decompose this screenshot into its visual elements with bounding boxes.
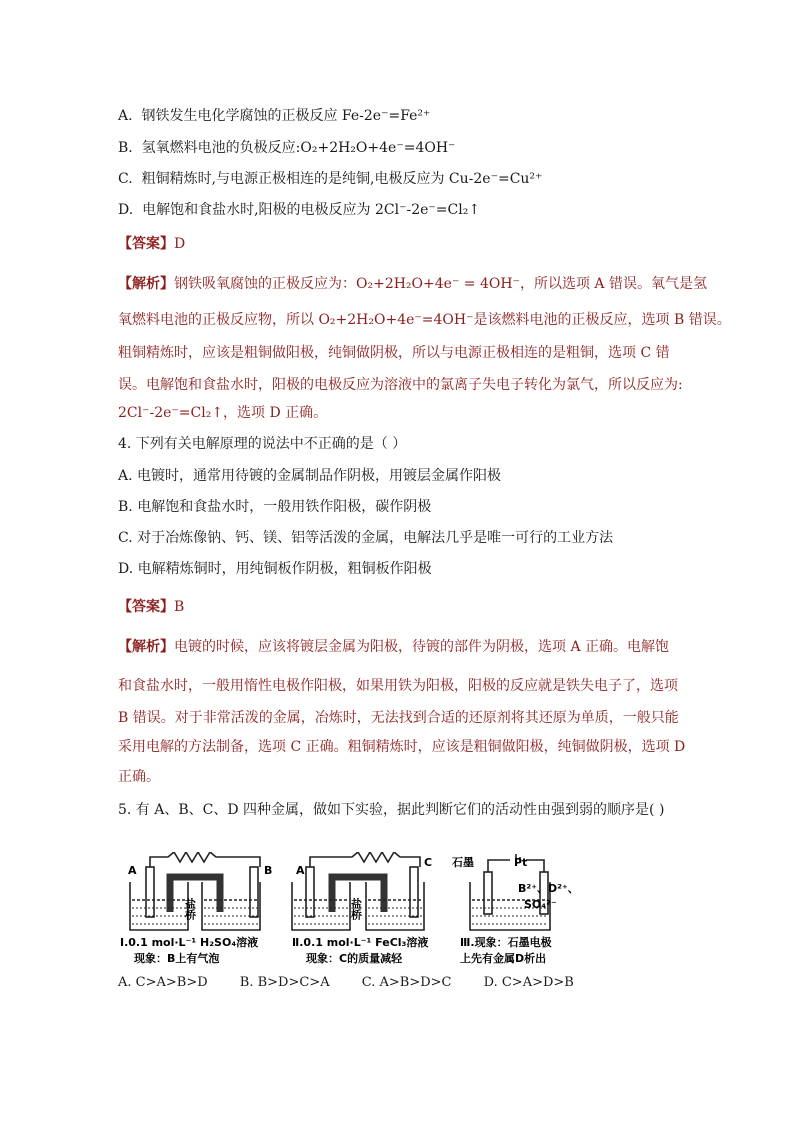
fig1-left-electrode: A (128, 864, 137, 877)
q3-analysis-line: 氧燃料电池的正极反应物，所以 O₂+2H₂O+4e⁻=4OH⁻是该燃料电池的正极反应，选项 B 错误。 (118, 312, 731, 328)
q4-analysis-line: 【解析】电镀的时候，应该将镀层金属为阳极，待镀的部件为阴极，选项 A 正确。电解饱 (118, 639, 670, 655)
fig3-left-electrode: 石墨 (452, 856, 474, 869)
q4-answer: 【答案】B (118, 599, 185, 615)
fig3-caption2: 上先有金属D析出 (460, 952, 547, 965)
fig2-left-electrode: A (296, 864, 305, 877)
fig2-right-electrode: C (424, 856, 433, 869)
experiment-figures (120, 852, 590, 970)
q3-option-c: C. 粗铜精炼时,与电源正极相连的是纯铜,电极反应为 Cu-2e⁻=Cu²⁺ (118, 171, 543, 187)
q4-option-c: C. 对于冶炼像钠、钙、镁、铝等活泼的金属，电解法几乎是唯一可行的工业方法 (118, 530, 614, 546)
fig3-right-electrode: Pt (514, 856, 528, 869)
fig1-caption2: 现象：B上有气泡 (134, 952, 220, 965)
q5-option-d: D. C>A>D>B (483, 975, 574, 990)
fig1-caption1: Ⅰ.0.1 mol·L⁻¹ H₂SO₄溶液 (120, 936, 259, 949)
q3-option-d: D. 电解饱和食盐水时,阳极的电极反应为 2Cl⁻-2e⁻=Cl₂↑ (118, 202, 481, 218)
q4-analysis-line: 采用电解的方法制备，选项 C 正确。粗铜精炼时，应该是粗铜做阳极，纯铜做阴极，选项 D (118, 739, 686, 755)
q4-option-b: B. 电解饱和食盐水时，一般用铁作阳极，碳作阴极 (118, 499, 432, 515)
q3-analysis-line: 粗铜精炼时，应该是粗铜做阳极，纯铜做阴极，所以与电源正极相连的是粗铜，选项 C 错 (118, 345, 670, 361)
q5-option-b: B. B>D>C>A (239, 975, 330, 990)
q5-options (118, 975, 602, 990)
q5-stem: 5. 有 A、B、C、D 四种金属，做如下实验，据此判断它们的活动性由强到弱的顺序是( ) (118, 802, 665, 818)
q3-answer: 【答案】D (118, 236, 186, 252)
q4-stem: 4. 下列有关电解原理的说法中不正确的是（ ） (118, 436, 407, 452)
fig3-ions2: SO₄²⁻ (524, 898, 557, 911)
q4-analysis-line: 和食盐水时，一般用惰性电极作阳极，如果用铁为阳极，阳极的反应就是铁失电子了，选项 (118, 678, 678, 694)
q4-analysis-line: 正确。 (118, 769, 160, 785)
q4-option-a: A. 电镀时，通常用待镀的金属制品作阴极，用镀层金属作阳极 (118, 468, 502, 484)
fig3-caption1: Ⅲ.现象：石墨电极 (460, 936, 552, 949)
q5-option-c: C. A>B>D>C (361, 975, 452, 990)
fig1-bridge: 盐桥 (183, 898, 197, 920)
q3-option-b: B. 氢氧燃料电池的负极反应:O₂+2H₂O+4e⁻=4OH⁻ (118, 140, 456, 156)
fig1-right-electrode: B (264, 864, 273, 877)
fig2-bridge: 盐桥 (349, 898, 363, 920)
q3-analysis-line: 误。电解饱和食盐水时，阳极的电极反应为溶液中的氯离子失电子转化为氯气，所以反应为: (118, 377, 683, 393)
q3-analysis-line: 【解析】钢铁吸氧腐蚀的正极反应为：O₂+2H₂O+4e⁻ = 4OH⁻，所以选项 A 错误。氧气是氢 (118, 276, 707, 292)
fig2-caption2: 现象：C的质量减轻 (306, 952, 403, 965)
fig3-ions: B²⁺、D²⁺、 (518, 882, 579, 895)
q3-option-a: A. 钢铁发生电化学腐蚀的正极反应 Fe-2e⁻=Fe²⁺ (118, 108, 431, 124)
q3-analysis-line: 2Cl⁻-2e⁻=Cl₂↑，选项 D 正确。 (118, 405, 328, 421)
q5-option-a: A. C>A>B>D (118, 975, 208, 990)
q4-option-d: D. 电解精炼铜时，用纯铜板作阴极，粗铜板作阳极 (118, 561, 432, 577)
q4-analysis-line: B 错误。对于非常活泼的金属，冶炼时，无法找到合适的还原剂将其还原为单质，一般只能 (118, 710, 679, 726)
fig2-caption1: Ⅱ.0.1 mol·L⁻¹ FeCl₃溶液 (292, 936, 429, 949)
